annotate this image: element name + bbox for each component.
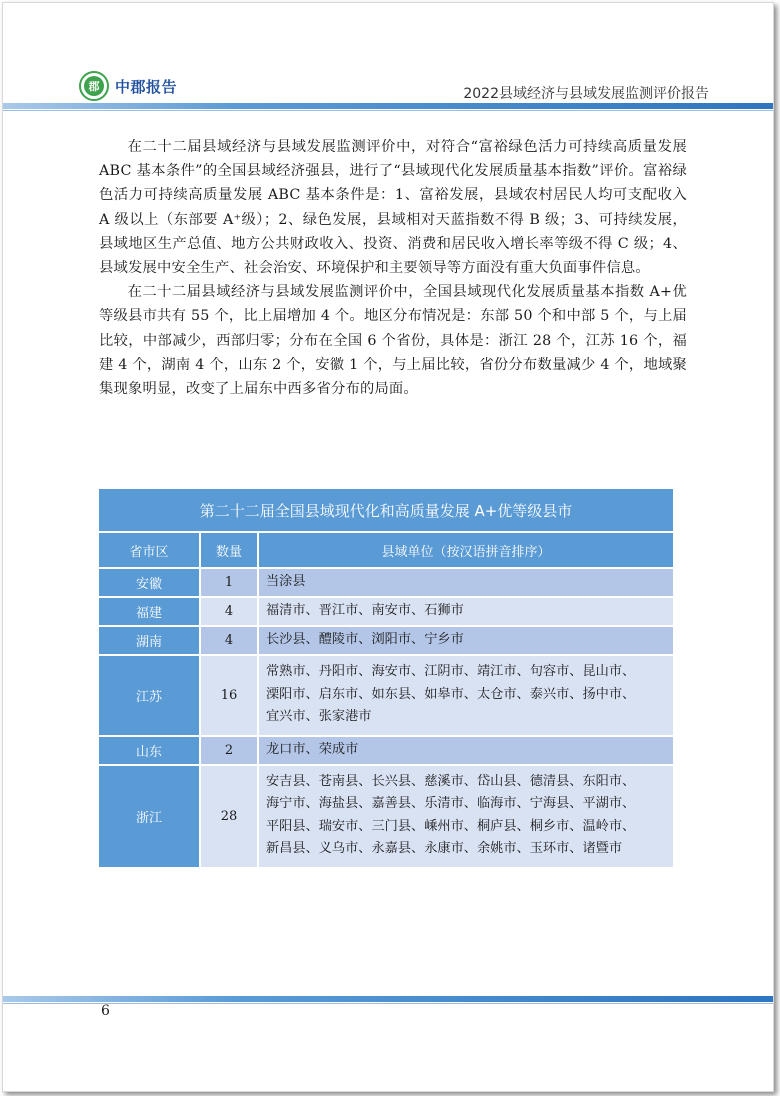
county-table [99,489,673,869]
count-cell: 16 [200,655,258,736]
count-cell: 28 [200,765,258,868]
paragraph-1: 在二十二届县域经济与县域发展监测评价中，对符合“富裕绿色活力可持续高质量发展 ABC 基本条件”的全国县域经济强县，进行了“县域现代化发展质量基本指数”评价。富裕绿色活力可持续高质量发展 ABC 基本条件是：1、富裕发展，县域农村居民人均可支配收入 A 级以上（东部要 A⁺级）；2、绿色发展，县域相对天蓝指数不得 B 级；3、可持续发展，县域地区生产总值、地方公共财政收入、投资、消费和居民收入增长率等级不得 C 级；4、县域发展中安全生产、社会治安、环境保护和主要领导等方面没有重大负面事件信息。 [99,139,687,277]
county-line: 当涂县 [266,574,306,590]
county-list-cell [258,655,673,736]
count-cell: 4 [200,597,258,626]
table-title: 第二十二届全国县域现代化和高质量发展 A+优等级县市 [99,489,673,532]
province-cell: 湖南 [99,626,200,655]
table-row [99,597,673,626]
county-line: 海宁市、海盐县、嘉善县、乐清市、临海市、宁海县、平湖市、 [266,796,636,811]
county-line: 龙口市、荣成市 [266,741,359,757]
paragraph-2: 在二十二届县域经济与县域发展监测评价中，全国县域现代化发展质量基本指数 A+优等级县市共有 55 个，比上届增加 4 个。地区分布情况是：东部 50 个和中部 5 个，与上届比较，中部减少，西部归零；分布在全国 6 个省份，具体是：浙江 28 个，江苏 16 个，福建 4 个，湖南 4 个，山东 2 个，安徽 1 个，与上届比较，省份分布数量减少 4 个，地域聚集现象明显，改变了上届东中西多省分布的局面。 [99,284,687,398]
table-row [99,765,673,868]
header-count: 数量 [200,532,258,568]
county-line: 安吉县、苍南县、长兴县、慈溪市、岱山县、德清县、东阳市、 [266,773,636,789]
count-cell: 4 [200,626,258,655]
province-cell: 福建 [99,597,200,626]
logo-seal-icon [79,71,109,101]
document-page [2,2,774,1092]
county-list-cell [258,736,673,765]
table-row [99,655,673,736]
county-list-cell [258,765,673,868]
table-row [99,568,673,597]
county-line: 溧阳市、启东市、如东县、如皋市、太仓市、泰兴市、扬中市、 [266,686,636,702]
logo [79,71,177,101]
logo-seal-char: 郡 [88,80,100,93]
count-cell: 1 [200,568,258,597]
footer-divider [3,996,773,1002]
table-title-row [99,489,673,532]
county-list-cell [258,568,673,597]
table-row [99,626,673,655]
county-line: 宜兴市、张家港市 [266,709,372,724]
header-province: 省市区 [99,532,200,568]
province-cell: 安徽 [99,568,200,597]
count-cell: 2 [200,736,258,765]
province-cell: 江苏 [99,655,200,736]
province-cell: 山东 [99,736,200,765]
header-divider [3,103,773,109]
county-line: 长沙县、醴陵市、浏阳市、宁乡市 [266,632,464,648]
table-header-row [99,532,673,568]
footer-divider-thin [3,1003,773,1004]
province-cell: 浙江 [99,765,200,868]
county-list-cell [258,597,673,626]
county-list-cell [258,626,673,655]
county-line: 平阳县、瑞安市、三门县、嵊州市、桐庐县、桐乡市、温岭市、 [266,818,636,834]
report-title: 2022县域经济与县域发展监测评价报告 [463,86,709,102]
body-text [99,135,687,401]
county-line: 常熟市、丹阳市、海安市、江阴市、靖江市、句容市、昆山市、 [266,664,636,679]
county-line: 新昌县、义乌市、永嘉县、永康市、余姚市、玉环市、诸暨市 [266,841,623,856]
header-divider-thin [3,110,773,111]
page-number: 6 [101,1003,110,1019]
header-counties: 县域单位（按汉语拼音排序） [258,532,673,568]
logo-text: 中郡报告 [115,77,178,96]
county-line: 福清市、晋江市、南安市、石狮市 [266,603,464,619]
table-row [99,736,673,765]
